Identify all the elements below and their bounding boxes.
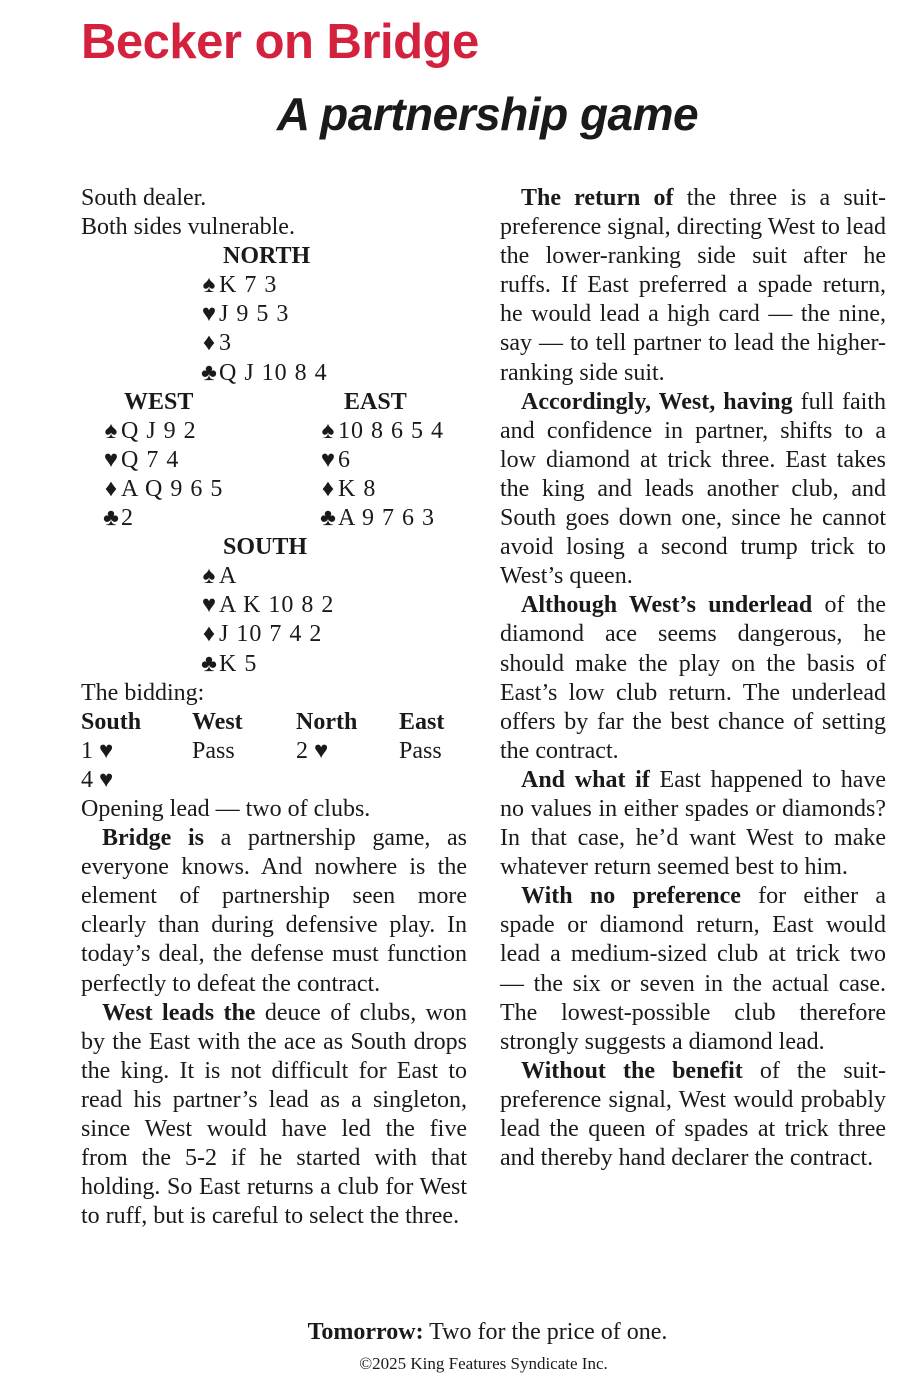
north-spades [81,271,467,300]
west-label: WEST [124,388,194,415]
west-clubs-cards: 2 [121,505,134,532]
east-spades-cards: 10 8 6 5 4 [338,417,444,444]
heart-icon: ♥ [201,592,217,619]
diamond-icon: ♦ [202,330,216,357]
south-label: SOUTH [223,534,308,561]
south-diamonds-cards: J 10 7 4 2 [219,621,323,648]
south-spades-cards: A [219,563,238,590]
north-clubs [81,359,467,388]
article-paragraph [500,766,886,882]
bid-cell: 2 ♥ [296,737,329,764]
bid-cell: 1 ♥ [81,737,114,764]
paragraph-text: the three is a suit-preference signal, directing West to lead the lower-ranking side suit after he ruffs. If East preferred a spade return, he would lead a high card — the nine, say — to tell partner to lead the higher-ranking side suit. [500,185,886,386]
east-clubs-cards: A 9 7 6 3 [338,505,436,532]
paragraph-lead: The return of [521,185,674,211]
club-icon: ♣ [320,505,336,532]
heart-icon: ♥ [320,446,336,473]
bid-cell: Pass [192,737,235,764]
paragraph-text: of the suit-preference signal, West would probably lead the queen of spades at trick three and thereby hand declarer the contract. [500,1057,887,1172]
article-paragraph [500,1057,886,1173]
north-diamonds [81,329,467,358]
diamond-icon: ♦ [104,475,118,502]
paragraph-text: full faith and confidence in partner, shifts to a low diamond at trick three. East takes the king and leads another club, and South goes down one, since he cannot avoid losing a second trump trick to West’s queen. [500,388,886,590]
paragraph-lead: Accordingly, West, having [521,388,793,415]
article-paragraph [81,999,467,1232]
bid-cell: Pass [399,737,442,764]
west-east-labels [81,388,467,417]
diamond-icon: ♦ [202,621,216,648]
tomorrow-text: Two for the price of one. [423,1319,668,1345]
masthead: Becker on Bridge [81,15,479,69]
copyright: ©2025 King Features Syndicate Inc. [359,1354,608,1373]
heart-icon: ♥ [103,446,119,473]
paragraph-lead: Bridge is [102,825,204,852]
heart-icon: ♥ [201,301,217,328]
spade-icon: ♠ [202,272,216,299]
west-hearts-cards: Q 7 4 [121,446,180,473]
north-spades-cards: K 7 3 [219,272,278,299]
north-hearts [81,300,467,329]
spade-icon: ♠ [104,417,118,444]
bid-cell: 4 ♥ [81,766,114,793]
article-paragraph [500,882,886,1057]
north-clubs-cards: Q J 10 8 4 [219,359,328,386]
east-label: EAST [344,388,407,415]
paragraph-lead: Although West’s underlead [521,592,813,619]
north-label: NORTH [223,243,311,270]
east-diamonds-cards: K 8 [338,475,377,502]
paragraph-lead: With no preference [521,883,741,910]
north-hearts-cards: J 9 5 3 [219,301,290,328]
vulnerability-line: Both sides vulnerable. [81,214,295,241]
paragraph-text: deuce of clubs, won by the East with the ace as South drops the king. It is not difficult for East to read his partner’s lead as a singleton, since West would have led the five from the 5-2 if he started with that holding. So East returns a club for West to ruff, but is careful to select the three. [81,999,467,1230]
south-hand-label [81,533,467,562]
south-clubs-cards: K 5 [219,650,258,677]
paragraph-text: East happened to have no values in either spades or diamonds? In that case, he’d want West to make whatever return seemed best to him. [500,766,887,881]
right-column [500,184,886,1173]
west-diamonds-cards: A Q 9 6 5 [121,475,224,502]
bidding-header-north: North [296,708,358,735]
bidding-header-south: South [81,708,142,735]
paragraph-lead: West leads the [102,999,256,1026]
paragraph-text: of the diamond ace seems dangerous, he should make the play on the basis of East’s low club return. The underlead offers by far the best chance of setting the contract. [500,592,886,764]
club-icon: ♣ [103,505,119,532]
headline: A partnership game [276,88,699,140]
left-column [81,184,467,1231]
east-hearts-cards: 6 [338,446,351,473]
paragraph-lead: Without the benefit [521,1057,743,1084]
bidding-row [81,737,467,766]
tomorrow-teaser [0,1317,908,1347]
article-paragraph [500,388,886,592]
bidding-header-east: East [399,708,445,735]
spade-icon: ♠ [321,417,335,444]
south-diamonds [81,620,467,649]
article-paragraph [81,824,467,999]
west-spades-cards: Q J 9 2 [121,417,197,444]
west-east-diamonds [81,475,467,504]
west-east-spades [81,417,467,446]
dealer-line: South dealer. [81,185,207,211]
north-diamonds-cards: 3 [219,330,232,357]
club-icon: ♣ [201,359,217,386]
diamond-icon: ♦ [321,475,335,502]
north-hand-label [81,242,467,271]
club-icon: ♣ [201,650,217,677]
west-east-clubs [81,504,467,533]
bidding-title: The bidding: [81,679,205,706]
bidding-header-row [81,708,467,737]
west-east-hearts [81,446,467,475]
article-paragraph [500,591,886,766]
bidding-row [81,766,467,795]
spade-icon: ♠ [202,563,216,590]
south-clubs [81,650,467,679]
opening-lead: Opening lead — two of clubs. [81,795,371,822]
south-hearts-cards: A K 10 8 2 [219,592,335,619]
south-hearts [81,591,467,620]
paragraph-lead: And what if [521,766,650,793]
tomorrow-label: Tomorrow: [307,1319,424,1345]
south-spades [81,562,467,591]
paragraph-text: for either a spade or diamond return, East would lead a medium-sized club at trick two — the six or seven in the actual case. The lowest-possible club therefore strongly suggests a diamond lead. [500,883,886,1055]
paragraph-text: a partnership game, as everyone knows. And nowhere is the element of partnership seen more clearly than during defensive play. In today’s deal, the defense must function perfectly to defeat the contract. [81,825,467,997]
article-paragraph [500,184,886,388]
bidding-header-west: West [192,708,243,735]
